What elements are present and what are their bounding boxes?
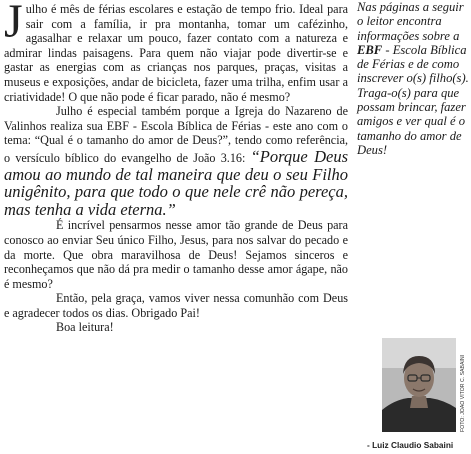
portrait-image	[382, 338, 456, 432]
author-signature: - Luiz Claudio Sabaini	[367, 440, 454, 450]
paragraph-2-text: Julho é especial também porque a Igreja do Nazareno de Valinhos realiza sua EBF - Escola Bíblica de Férias - este ano com o tema: “Qual é o tamanho do amor de Deus?”, tendo como referência, o versículo bíblico do evangelho de João 3.16:	[4, 104, 348, 165]
sidebar-text-end: - Escola Bíblica de Férias e de como inscrever o(s) filho(s). Traga-o(s) para que possam brincar, fazer amigos e ver qual é o tamanho do amor de Deus!	[357, 42, 469, 157]
sidebar-text-start: Nas páginas a seguir o leitor encontra informações sobre a	[357, 0, 464, 43]
paragraph-5: Boa leitura!	[56, 320, 114, 335]
sidebar-ebf: EBF	[357, 42, 383, 57]
paragraph-3: É incrível pensarmos nesse amor tão grande de Deus para conosco ao enviar Seu único Filho, Jesus, para nos salvar do pecado e da morte. Que obra maravilhosa de Deus! Sejamos sinceros e reconheçamos que não dá pra medir o tamanho desse amor ágape, não é mesmo?	[4, 218, 348, 291]
author-photo	[382, 338, 456, 432]
drop-cap: J	[4, 0, 23, 48]
paragraph-1	[4, 2, 348, 104]
paragraph-4: Então, pela graça, vamos viver nessa comunhão com Deus e agradecer todos os dias. Obrigado Pai!	[4, 291, 348, 320]
editorial-article	[4, 2, 348, 335]
paragraph-1-text: ulho é mês de férias escolares e estação de tempo frio. Ideal para sair com a família, ir pra montanha, tomar um cafézinho, agasalhar e relaxar um pouco, fazer contato com a natureza e admirar lindas paisagens. Para quem não viajar pode divertir-se e gastar as energias com as crianças nos parques, praças, visitas a museus e exposições, andar de bicicleta, fazer uma trilha, enfim usar a criatividade! O que não pode é ficar parado, não é mesmo?	[4, 2, 348, 104]
bible-quote: “Porque Deus amou ao mundo de tal maneira que deu o seu Filho unigênito, para que todo o que nele crê não pereça, mas tenha a vida eterna.”	[4, 146, 348, 219]
paragraph-2	[4, 104, 348, 218]
sidebar-note	[357, 0, 469, 157]
photo-credit: FOTO: JOÃO VITOR C. SABAINI	[460, 354, 466, 432]
